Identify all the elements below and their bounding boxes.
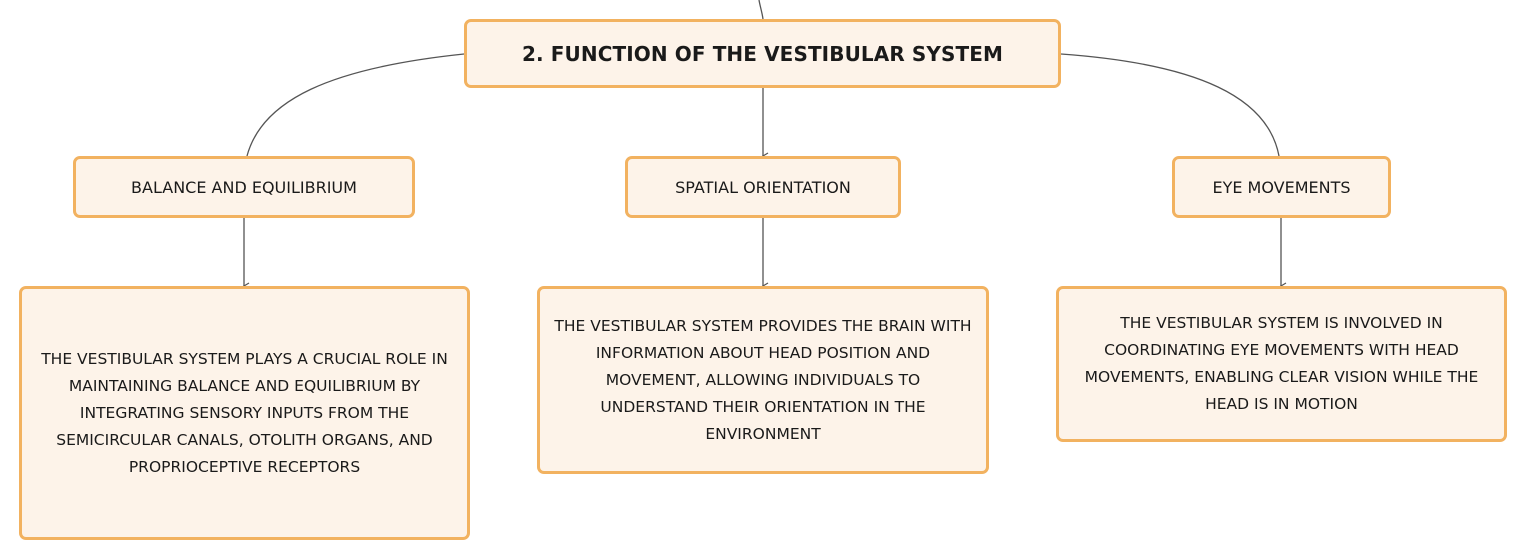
detail-node-balance[interactable] <box>19 286 470 540</box>
root-node[interactable] <box>464 19 1061 88</box>
detail-node-eye-movements[interactable] <box>1056 286 1507 442</box>
incoming-connector <box>759 0 763 19</box>
detail-node-text: THE VESTIBULAR SYSTEM PROVIDES THE BRAIN WITH INFORMATION ABOUT HEAD POSITION AND MOVEMENT, ALLOWING INDIVIDUALS TO UNDERSTAND THEIR ORIENTATION IN THE ENVIRONMENT <box>554 316 972 443</box>
topic-node-label: BALANCE AND EQUILIBRIUM <box>131 177 357 197</box>
topic-node-balance[interactable] <box>73 156 415 218</box>
detail-node-text: THE VESTIBULAR SYSTEM PLAYS A CRUCIAL ROLE IN MAINTAINING BALANCE AND EQUILIBRIUM BY INTEGRATING SENSORY INPUTS FROM THE SEMICIRCULAR CANALS, OTOLITH ORGANS, AND PROPRIOCEPTIVE RECEPTORS <box>41 349 448 476</box>
detail-node-text: THE VESTIBULAR SYSTEM IS INVOLVED IN COORDINATING EYE MOVEMENTS WITH HEAD MOVEMENTS, ENABLING CLEAR VISION WHILE THE HEAD IS IN MOTION <box>1084 314 1479 413</box>
topic-node-eye-movements[interactable] <box>1172 156 1391 218</box>
detail-node-spatial-orientation[interactable] <box>537 286 989 474</box>
connector-root-to-eye <box>1061 54 1279 156</box>
topic-node-label: SPATIAL ORIENTATION <box>675 177 851 197</box>
connector-root-to-balance <box>247 54 464 156</box>
topic-node-spatial-orientation[interactable] <box>625 156 901 218</box>
topic-node-label: EYE MOVEMENTS <box>1212 177 1351 197</box>
root-node-label: 2. FUNCTION OF THE VESTIBULAR SYSTEM <box>521 41 1003 66</box>
